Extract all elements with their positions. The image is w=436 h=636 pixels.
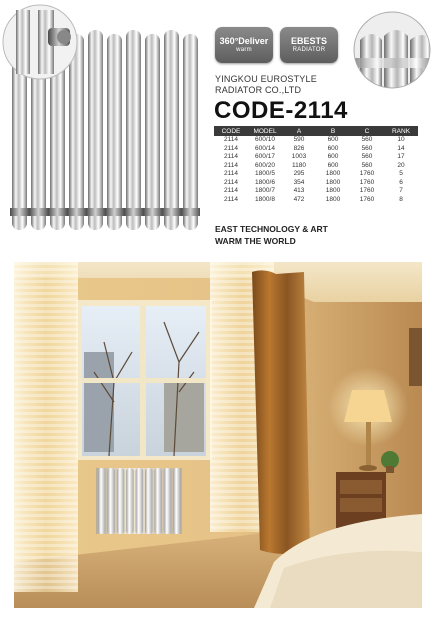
room-radiator-column: [126, 468, 134, 534]
badge-deliver-sub: warm: [236, 47, 252, 53]
table-cell: 7: [399, 187, 403, 194]
table-cell: 2114: [224, 161, 238, 169]
table-row: [214, 153, 418, 162]
table-cell: 8: [399, 195, 403, 203]
room-radiator-column: [164, 468, 172, 534]
table-cell: 2114: [224, 187, 238, 194]
table-cell: 17: [397, 153, 405, 160]
radiator-column: [181, 34, 200, 230]
table-cell: 1800: [325, 195, 341, 203]
table-cell: 1003: [291, 153, 307, 160]
table-cell: 590: [293, 136, 305, 143]
radiator-column: [105, 34, 124, 230]
table-row: [214, 196, 418, 205]
table-cell: 10: [397, 136, 405, 143]
table-cell: 560: [361, 136, 373, 143]
table-cell: 2114: [224, 153, 238, 160]
table-row: [214, 162, 418, 171]
table-row: [214, 187, 418, 196]
radiator-column: [143, 34, 162, 230]
table-cell: 472: [293, 195, 305, 203]
table-row: [214, 145, 418, 154]
table-cell: 2114: [224, 144, 238, 152]
room-radiator-column: [107, 468, 115, 534]
table-cell: 600: [327, 161, 339, 169]
table-header-cell: C: [350, 126, 384, 136]
table-cell: 413: [293, 187, 305, 194]
room-radiator-column: [154, 468, 162, 534]
table-cell: 354: [293, 178, 305, 186]
room-radiator-column: [173, 468, 181, 534]
table-cell: 600/10: [255, 136, 275, 143]
ebests-radiator-badge: [280, 27, 338, 63]
table-row: [214, 136, 418, 145]
table-cell: 14: [397, 144, 405, 152]
column-detail-circle: [352, 10, 432, 90]
table-cell: 2114: [224, 195, 238, 203]
table-header-cell: CODE: [214, 126, 248, 136]
table-cell: 2114: [224, 170, 238, 177]
company-name: [215, 74, 317, 96]
table-header-cell: A: [282, 126, 316, 136]
table-header-row: [214, 126, 418, 136]
deliver-warm-badge: [215, 27, 273, 63]
badge-ebests-label: EBESTS: [290, 36, 327, 46]
table-header-cell: MODEL: [248, 126, 282, 136]
table-cell: 20: [397, 161, 405, 169]
table-cell: 600/14: [255, 144, 275, 152]
table-cell: 1760: [359, 170, 375, 177]
table-cell: 600/17: [255, 153, 275, 160]
table-cell: 600: [327, 136, 339, 143]
product-code-title: CODE-2114: [214, 97, 348, 124]
table-cell: 295: [293, 170, 305, 177]
table-cell: 600: [327, 144, 339, 152]
specification-table: [214, 126, 418, 204]
badge-deliver-label: 360°Deliver: [219, 36, 269, 46]
slogan-line2: WARM THE WORLD: [215, 236, 296, 246]
table-cell: 2114: [224, 136, 238, 143]
table-header-cell: RANK: [384, 126, 418, 136]
table-cell: 1180: [292, 161, 306, 169]
table-cell: 560: [361, 153, 373, 160]
radiator-product-photo: [0, 0, 212, 255]
table-cell: 560: [361, 144, 373, 152]
table-cell: 1800/7: [255, 187, 275, 194]
room-radiator-column: [136, 468, 144, 534]
radiator-column: [162, 30, 181, 230]
table-cell: 560: [361, 161, 373, 169]
table-cell: 600/20: [255, 161, 275, 169]
connector-detail-circle: [3, 5, 77, 79]
table-cell: 2114: [224, 178, 238, 186]
table-cell: 1800: [325, 187, 341, 194]
company-name-line2: RADIATOR CO.,LTD: [215, 85, 302, 95]
radiator-column: [86, 30, 105, 230]
room-radiator-column: [98, 468, 106, 534]
room-radiator-column: [117, 468, 125, 534]
table-cell: 1800/5: [255, 170, 275, 177]
table-cell: 1760: [359, 187, 375, 194]
company-name-line1: YINGKOU EUROSTYLE: [215, 74, 317, 84]
table-cell: 1760: [359, 195, 375, 203]
table-row: [214, 170, 418, 179]
badge-ebests-sub: RADIATOR: [292, 47, 326, 53]
room-radiator-column: [145, 468, 153, 534]
table-cell: 1800/6: [255, 178, 275, 186]
table-cell: 1760: [359, 178, 375, 186]
wall-radiator: [96, 468, 182, 534]
table-header-cell: B: [316, 126, 350, 136]
table-cell: 1800/8: [255, 195, 275, 203]
table-row: [214, 179, 418, 188]
radiator-column: [124, 30, 143, 230]
slogan: [215, 223, 328, 247]
table-cell: 600: [327, 153, 339, 160]
table-cell: 6: [399, 178, 403, 186]
table-cell: 826: [293, 144, 305, 152]
slogan-line1: EAST TECHNOLOGY & ART: [215, 224, 328, 234]
table-cell: 1800: [325, 178, 341, 186]
table-cell: 5: [399, 170, 403, 177]
room-interior-photo: [14, 262, 422, 608]
table-cell: 1800: [325, 170, 341, 177]
